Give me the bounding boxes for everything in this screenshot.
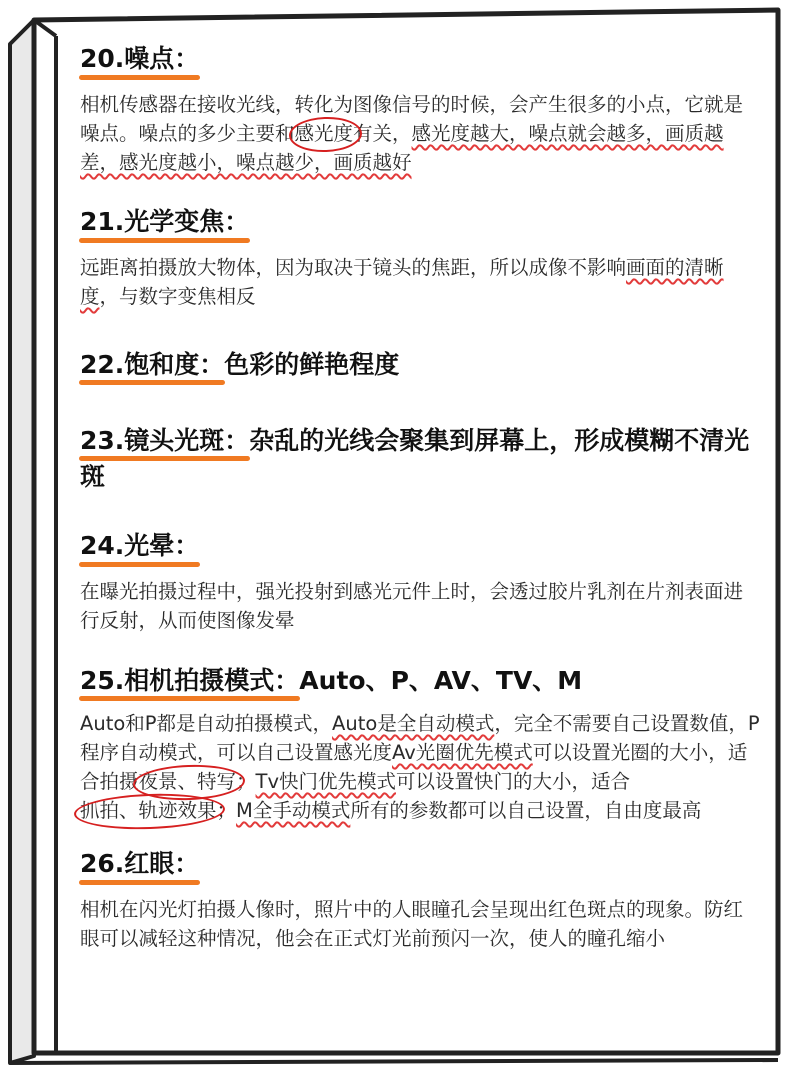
section-23-heading: 23.镜头光斑： 杂乱的光线会聚集到屏幕上，形成模糊不清光斑 <box>80 426 750 491</box>
section-26-body: 相机在闪光灯拍摄人像时，照片中的人眼瞳孔会呈现出红色斑点的现象。防红眼可以减轻这种情况，他会在正式灯光前预闪一次，使人的瞳孔缩小 <box>80 898 744 950</box>
section-22-heading: 22.饱和度： 色彩的鲜艳程度 <box>80 347 760 383</box>
wavy-underline-text: Auto是全自动模式 <box>332 712 495 735</box>
section-21-heading: 21.光学变焦： <box>80 205 249 239</box>
section-25-heading: 25.相机拍摄模式： Auto、P、AV、TV、M <box>80 663 760 699</box>
heading-underline <box>79 380 225 385</box>
section-20-body: 相机传感器在接收光线，转化为图像信号的时候，会产生很多的小点，它就是噪点。噪点的多少主要和感光度有关，感光度越大，噪点就会越多，画质越差，感光度越小，噪点越少，画质越好 <box>80 93 744 174</box>
heading-underline <box>79 238 250 243</box>
heading-underline <box>79 75 200 80</box>
section-20-heading: 20.噪点： <box>80 42 199 76</box>
circled-night-closeup: 夜景、特写 <box>139 767 237 796</box>
section-25-shooting-modes <box>80 663 760 825</box>
section-21-body: 远距离拍摄放大物体，因为取决于镜头的焦距，所以成像不影响画面的清晰度，与数字变焦相反 <box>80 256 724 308</box>
wavy-underline-text: 画面的清晰度 <box>80 256 724 308</box>
wavy-underline-text: Av光圈优先模式 <box>392 741 533 764</box>
section-23-lens-flare <box>80 423 760 495</box>
wavy-underline-text: Tv快门优先模式 <box>255 770 396 793</box>
heading-underline <box>79 456 250 461</box>
section-22-saturation <box>80 347 760 383</box>
wavy-underline-text: M全手动模式 <box>236 799 351 822</box>
section-25-body: Auto和P都是自动拍摄模式，Auto是全自动模式，完全不需要自己设置数值，P程序自动模式，可以自己设置感光度Av光圈优先模式可以设置光圈的大小，适合拍摄夜景、特写；Tv快门优先模式可以设置快门的大小，适合抓拍、轨迹效果；M全手动模式所有的参数都可以自己设置，自由度最高 <box>80 709 760 825</box>
circled-iso: 感光度 <box>295 119 354 148</box>
section-26-heading: 26.红眼： <box>80 847 199 881</box>
glossary-content <box>80 40 760 953</box>
section-21-optical-zoom <box>80 205 760 311</box>
section-24-heading: 24.光晕： <box>80 529 199 563</box>
heading-underline <box>79 880 200 885</box>
section-24-halo <box>80 529 760 635</box>
heading-underline <box>79 696 300 701</box>
circled-snapshot-trail: 抓拍、轨迹效果 <box>80 796 217 825</box>
section-20-noise <box>80 42 760 177</box>
section-26-red-eye <box>80 847 760 953</box>
wavy-underline-text: 感光度越大，噪点就会越多，画质越差，感光度越小，噪点越少，画质越好 <box>80 122 724 174</box>
section-24-body: 在曝光拍摄过程中，强光投射到感光元件上时，会透过胶片乳剂在片剂表面进行反射，从而使图像发晕 <box>80 580 744 632</box>
heading-underline <box>79 562 200 567</box>
